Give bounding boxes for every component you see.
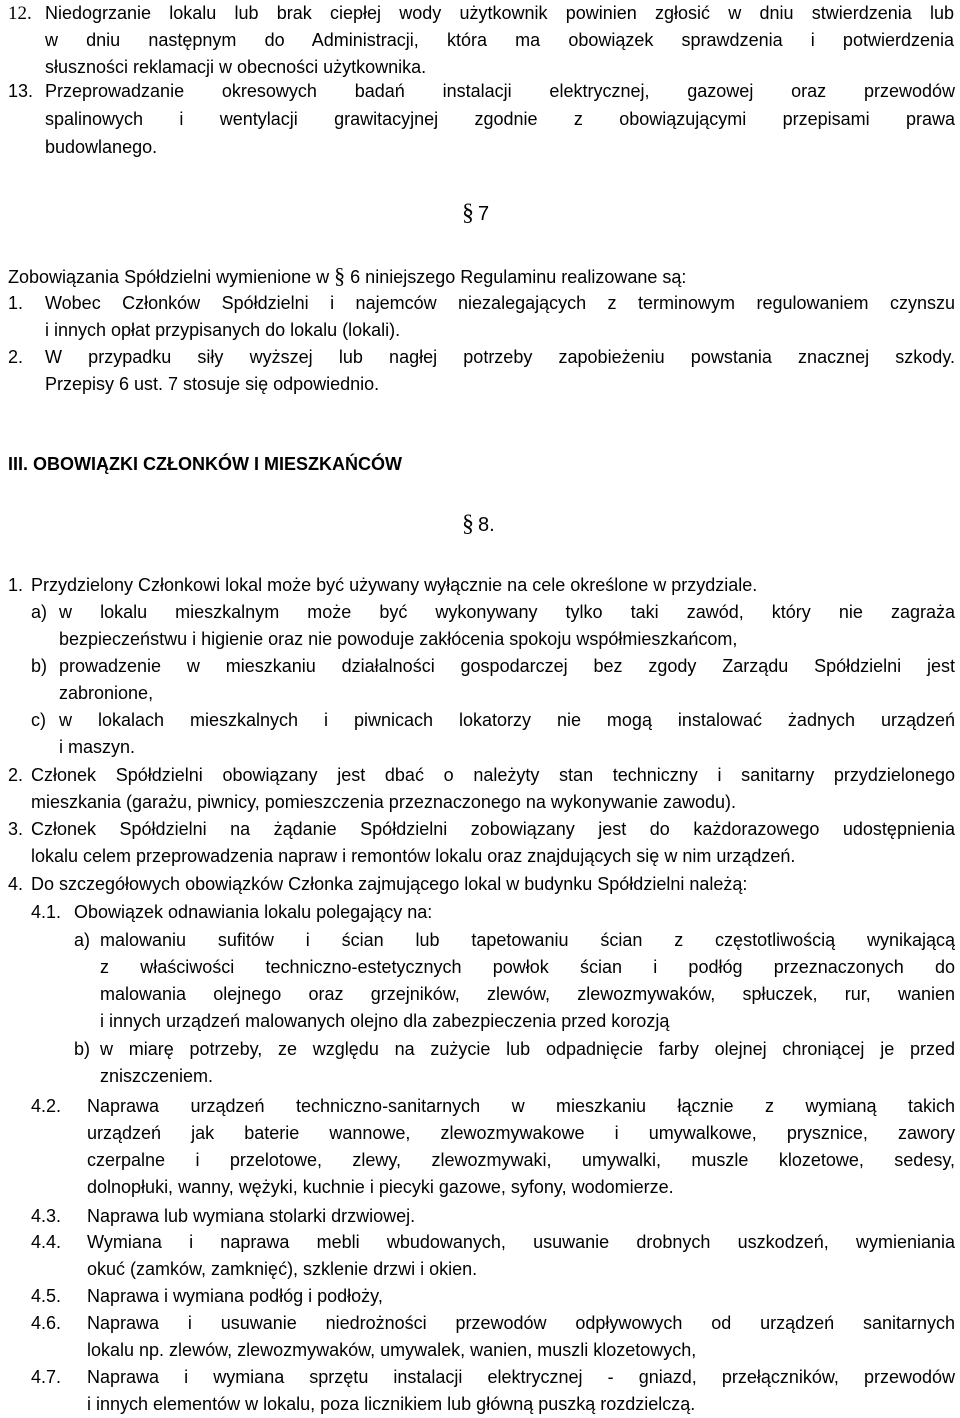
item-text: Członek Spółdzielni obowiązany jest dbać o należyty stan techniczny i sanitarny przydzielonego (31, 765, 955, 785)
item-text: Naprawa i usuwanie niedrożności przewodów odpływowych od urządzeń sanitarnych (87, 1313, 955, 1333)
item-text: lokalu np. zlewów, zlewozmywaków, umywalek, wanien, muszli klozetowych, (87, 1340, 697, 1360)
item-text: Naprawa lub wymiana stolarki drzwiowej. (87, 1206, 416, 1226)
item-text: Wymiana i naprawa mebli wbudowanych, usuwanie drobnych uszkodzeń, wymieniania (87, 1232, 955, 1252)
item-text: Członek Spółdzielni na żądanie Spółdzielni zobowiązany jest do każdorazowego udostępnienia (31, 819, 955, 839)
section-8-item-a-line-1 (0, 599, 960, 626)
section-7-item-1-line-2 (0, 317, 960, 344)
item-number: 1. (8, 575, 24, 595)
item-number: 4. (8, 874, 24, 894)
item-number: 12. (8, 3, 32, 24)
section-7-heading (462, 200, 489, 228)
item-text: Naprawa urządzeń techniczno-sanitarnych w mieszkaniu łącznie z wymianą takich (87, 1096, 955, 1116)
item-letter: c) (31, 710, 46, 730)
section-7-intro (0, 262, 960, 289)
item-text: Do szczegółowych obowiązków Członka zajmującego lokal w budynku Spółdzielni należą: (31, 874, 748, 894)
item-text: z właściwości techniczno-estetycznych powłok ścian i podłóg przeznaczonych do (100, 957, 955, 977)
section-8-item-b-line-1 (0, 653, 960, 680)
item-number: 4.6. (31, 1313, 62, 1333)
item-text: lokalu celem przeprowadzenia napraw i remontów lokalu oraz znajdujących się w nim urządzeń. (31, 846, 796, 866)
item-text: mieszkania (garażu, piwnicy, pomieszczenia przeznaczonego na wykonywanie zawodu). (31, 792, 737, 812)
section-number: 7 (478, 203, 490, 225)
item-text: bezpieczeństwu i higienie oraz nie powoduje zakłócenia spokoju współmieszkańcom, (59, 629, 738, 649)
item-13-line-2 (0, 106, 960, 133)
item-text: Naprawa i wymiana podłóg i podłoży, (87, 1286, 383, 1306)
section-sign: § (462, 200, 474, 226)
item-text: i innych opłat przypisanych do lokalu (lokali). (45, 320, 401, 340)
item-text: i innych elementów w lokalu, poza licznikiem lub główną puszką rozdzielczą. (87, 1394, 696, 1414)
section-8-sub-4-1-a-line-2 (0, 954, 960, 981)
item-text: W przypadku siły wyższej lub nagłej potrzeby zapobieżeniu powstania znacznej szkody. (45, 347, 955, 367)
section-7-item-1-line-1 (0, 290, 960, 317)
section-8-sub-4-1-b-line-2 (0, 1063, 960, 1090)
item-number: 4.2. (31, 1096, 62, 1116)
intro-text: Zobowiązania Spółdzielni wymienione w § 6 niniejszego Regulaminu realizowane są: (8, 263, 687, 288)
item-text: w lokalu mieszkalnym może być wykonywany tylko taki zawód, który nie zagraża (59, 602, 955, 622)
item-number: 13. (8, 81, 34, 101)
item-text: spalinowych i wentylacji grawitacyjnej zgodnie z obowiązującymi przepisami prawa (45, 109, 955, 129)
item-text: czerpalne i przelotowe, zlewy, zlewozmywaki, umywalki, muszle klozetowe, sedesy, (87, 1150, 955, 1170)
item-12-line-3 (0, 54, 960, 81)
section-8-sub-4-1 (0, 899, 960, 926)
section-8-sub-4-7-line-2 (0, 1391, 960, 1418)
item-text: Obowiązek odnawiania lokalu polegający na: (74, 902, 433, 922)
item-text: i maszyn. (59, 737, 136, 757)
item-text: dolnopłuki, wanny, wężyki, kuchnie i piecyki gazowe, syfony, wodomierze. (87, 1177, 674, 1197)
section-8-sub-4-6-line-1 (0, 1310, 960, 1337)
section-8-item-1 (0, 572, 960, 599)
item-text: Naprawa i wymiana sprzętu instalacji elektrycznej - gniazd, przełączników, przewodów (87, 1367, 955, 1387)
section-8-heading (462, 511, 495, 539)
section-8-item-b-line-2 (0, 680, 960, 707)
section-8-sub-4-4-line-2 (0, 1256, 960, 1283)
item-text: prowadzenie w mieszkaniu działalności gospodarczej bez zgody Zarządu Spółdzielni jest (59, 656, 955, 676)
item-text: budowlanego. (45, 137, 158, 157)
item-letter: a) (74, 930, 91, 950)
section-8-item-c-line-1 (0, 707, 960, 734)
section-8-item-4 (0, 871, 960, 898)
section-7-item-2-line-2 (0, 371, 960, 398)
item-text: Wobec Członków Spółdzielni i najemców niezalegających z terminowym regulowaniem czynszu (45, 293, 955, 313)
section-8-sub-4-3 (0, 1203, 960, 1230)
item-text: w dniu następnym do Administracji, która ma obowiązek sprawdzenia i potwierdzenia (45, 30, 954, 50)
item-text: Przepisy 6 ust. 7 stosuje się odpowiednio. (45, 374, 380, 394)
item-number: 1. (8, 293, 24, 313)
item-number: 4.5. (31, 1286, 62, 1306)
section-8-sub-4-2-line-1 (0, 1093, 960, 1120)
item-letter: b) (31, 656, 48, 676)
item-text: malowania olejnego oraz grzejników, zlewów, zlewozmywaków, spłuczek, rur, wanien (100, 984, 955, 1004)
section-8-item-2-line-1 (0, 762, 960, 789)
section-8-item-3-line-1 (0, 816, 960, 843)
section-8-item-a-line-2 (0, 626, 960, 653)
section-sign: § (462, 511, 474, 537)
item-12-line-2 (0, 27, 960, 54)
section-8-sub-4-1-a-line-1 (0, 927, 960, 954)
item-number: 4.1. (31, 902, 62, 922)
chapter-title: III. OBOWIĄZKI CZŁONKÓW I MIESZKAŃCÓW (8, 454, 402, 474)
item-number: 3. (8, 819, 24, 839)
section-8-sub-4-2-line-4 (0, 1174, 960, 1201)
item-number: 4.7. (31, 1367, 62, 1387)
item-text: zniszczeniem. (100, 1066, 214, 1086)
section-8-sub-4-6-line-2 (0, 1337, 960, 1364)
item-text: urządzeń jak baterie wannowe, zlewozmywakowe i umywalkowe, prysznice, zawory (87, 1123, 955, 1143)
item-text: Przydzielony Członkowi lokal może być używany wyłącznie na cele określone w przydziale. (31, 575, 758, 595)
item-text: okuć (zamków, zamknięć), szklenie drzwi i okien. (87, 1259, 478, 1279)
section-8-sub-4-2-line-3 (0, 1147, 960, 1174)
item-text: słuszności reklamacji w obecności użytkownika. (45, 57, 427, 77)
section-7-item-2-line-1 (0, 344, 960, 371)
section-8-sub-4-7-line-1 (0, 1364, 960, 1391)
section-8-sub-4-4-line-1 (0, 1229, 960, 1256)
item-number: 2. (8, 765, 24, 785)
item-letter: b) (74, 1039, 91, 1059)
item-number: 4.4. (31, 1232, 62, 1252)
section-8-item-3-line-2 (0, 843, 960, 870)
item-13-line-1 (0, 78, 960, 105)
chapter-heading (0, 451, 960, 478)
section-8-sub-4-2-line-2 (0, 1120, 960, 1147)
section-8-sub-4-5 (0, 1283, 960, 1310)
section-8-item-2-line-2 (0, 789, 960, 816)
item-text: w lokalach mieszkalnych i piwnicach lokatorzy nie mogą instalować żadnych urządzeń (59, 710, 955, 730)
item-letter: a) (31, 602, 48, 622)
item-text: Przeprowadzanie okresowych badań instalacji elektrycznej, gazowej oraz przewodów (45, 81, 955, 101)
section-number: 8. (478, 514, 495, 536)
item-number: 2. (8, 347, 24, 367)
item-text: zabronione, (59, 683, 154, 703)
item-13-line-3 (0, 134, 960, 161)
item-number: 4.3. (31, 1206, 62, 1226)
section-8-sub-4-1-b-line-1 (0, 1036, 960, 1063)
item-text: malowaniu sufitów i ścian lub tapetowaniu ścian z częstotliwością wynikającą (100, 930, 955, 950)
item-text: Niedogrzanie lokalu lub brak ciepłej wody użytkownik powinien zgłosić w dniu stwierdzenia lub (45, 3, 954, 23)
item-text: w miarę potrzeby, ze względu na zużycie lub odpadnięcie farby olejnej chroniącej je przed (100, 1039, 955, 1059)
section-8-item-c-line-2 (0, 734, 960, 761)
section-8-sub-4-1-a-line-4 (0, 1008, 960, 1035)
item-text: i innych urządzeń malowanych olejno dla zabezpieczenia przed korozją (100, 1011, 670, 1031)
section-8-sub-4-1-a-line-3 (0, 981, 960, 1008)
item-12-line-1 (0, 0, 960, 27)
